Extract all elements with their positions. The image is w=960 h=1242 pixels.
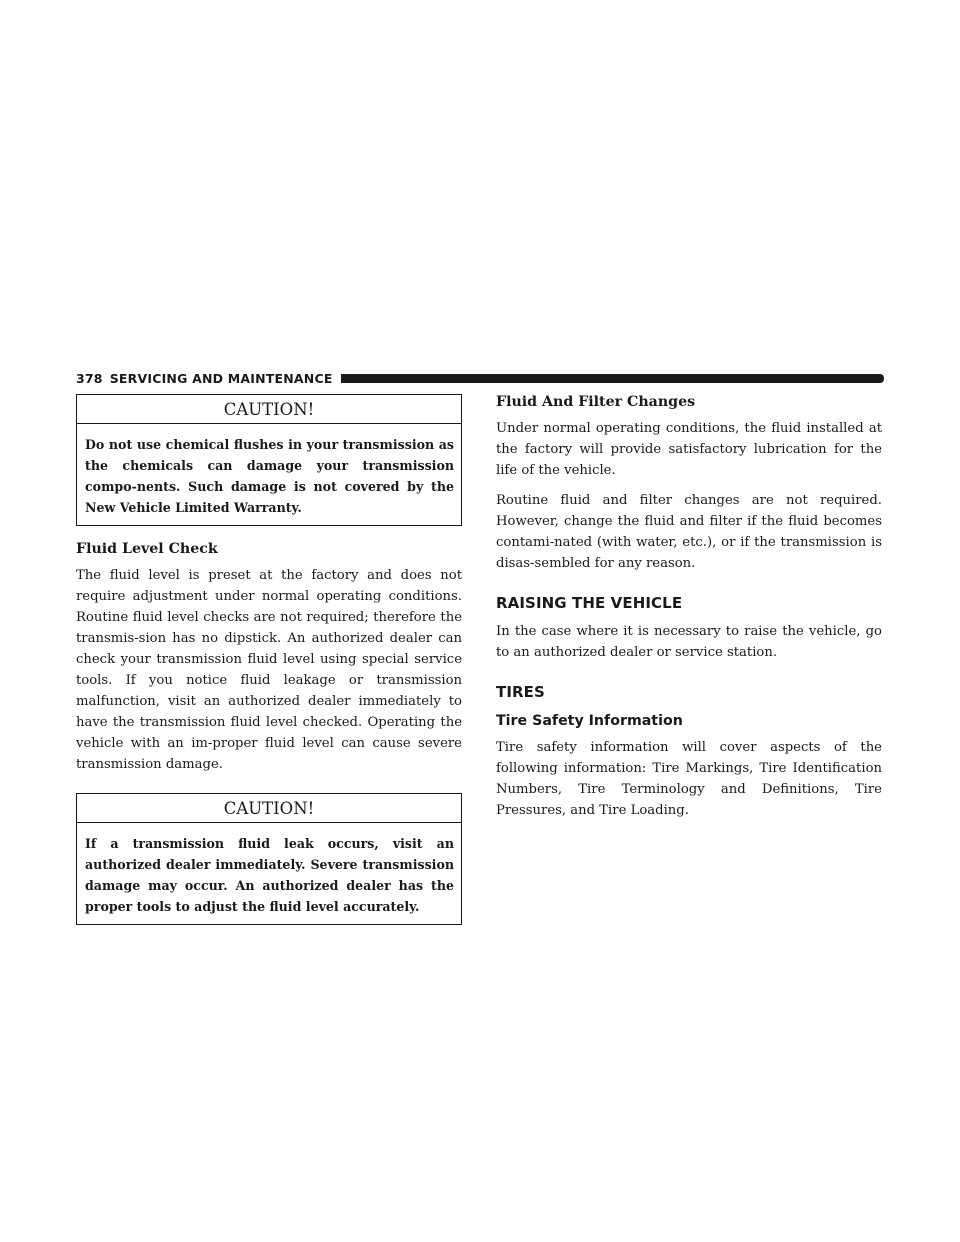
header-rule — [341, 374, 884, 383]
page-number: 378 — [76, 370, 103, 386]
tires-heading: TIRES — [496, 683, 545, 701]
tire-safety-text: Tire safety information will cover aspects of the following information: Tire Markings, Tire Identification Numbers, Tire Terminology and Definitions, Tire Pressures, and Tire Loading. — [496, 740, 882, 818]
caution-text: Do not use chemical flushes in your transmission as the chemicals can damage your transmission compo-nents. Such damage is not covered by the New Vehicle Limited Warranty. — [85, 437, 454, 515]
caution-text: If a transmission fluid leak occurs, visit an authorized dealer immediately. Severe transmission damage may occur. An authorized dealer has the proper tools to adjust the fluid level accurately. — [85, 836, 454, 914]
fluid-filter-changes-heading: Fluid And Filter Changes — [496, 394, 696, 410]
tire-safety-heading: Tire Safety Information — [496, 713, 683, 729]
fluid-level-check-heading: Fluid Level Check — [76, 541, 218, 557]
raising-vehicle-text: In the case where it is necessary to raise the vehicle, go to an authorized dealer or service station. — [496, 624, 882, 660]
caution-heading: CAUTION! — [77, 794, 461, 823]
right-column — [496, 394, 882, 821]
caution-box-fluid-leak — [76, 793, 462, 925]
left-column — [76, 394, 462, 925]
page-header — [76, 370, 884, 386]
section-title: SERVICING AND MAINTENANCE — [109, 370, 333, 386]
fluid-filter-changes-text-2: Routine fluid and filter changes are not required. However, change the fluid and filter if the fluid becomes contami-nated (with water, etc.), or if the transmission is disas-sembled for any reason. — [496, 493, 882, 571]
caution-box-chemical-flush — [76, 394, 462, 526]
fluid-filter-changes-text-1: Under normal operating conditions, the fluid installed at the factory will provide satisfactory lubrication for the life of the vehicle. — [496, 421, 882, 478]
fluid-level-check-text: The fluid level is preset at the factory and does not require adjustment under normal operating conditions. Routine fluid level checks are not required; therefore the transmis-sion has no dipstick. An authorized dealer can check your transmission fluid level using special service tools. If you notice fluid leakage or transmission malfunction, visit an authorized dealer immediately to have the transmission fluid level checked. Operating the vehicle with an im-proper fluid level can cause severe transmission damage. — [76, 568, 462, 772]
raising-vehicle-heading: RAISING THE VEHICLE — [496, 594, 683, 612]
caution-heading: CAUTION! — [77, 395, 461, 424]
